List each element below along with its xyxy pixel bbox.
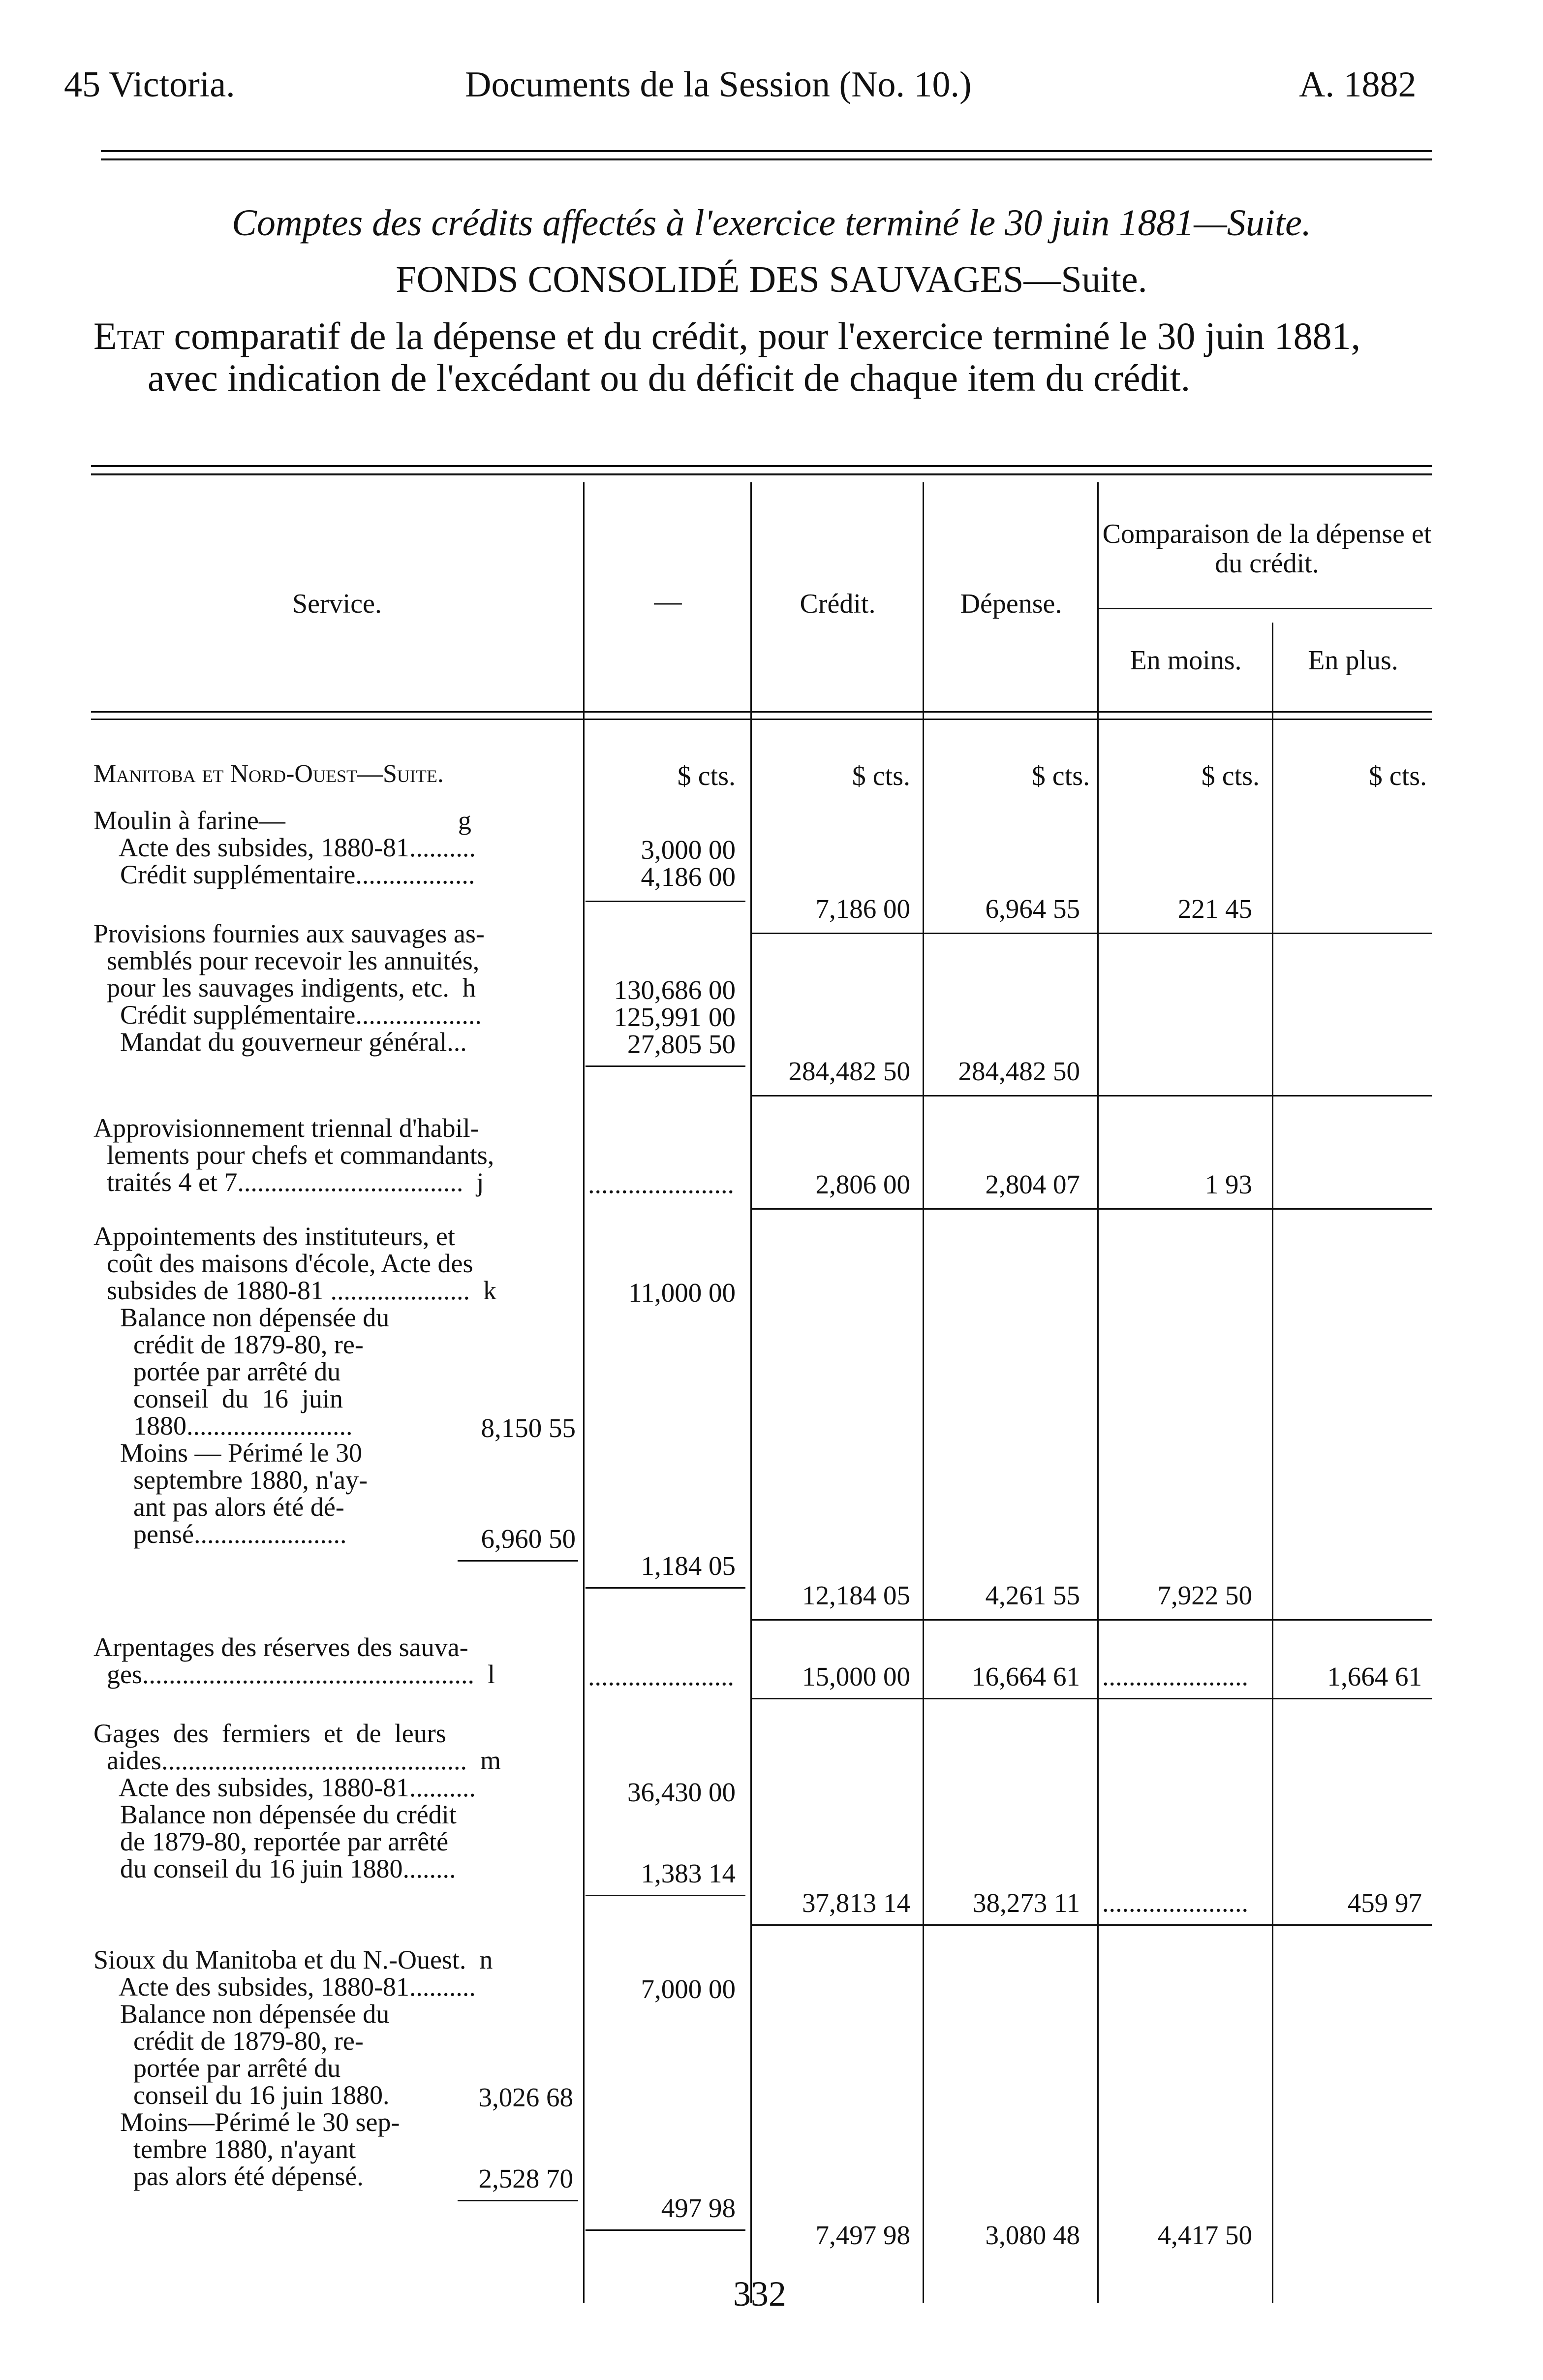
- row-approvisionnement-credit: 2,806 00: [815, 1169, 910, 1199]
- row-gages-sub-1: 36,430 00: [627, 1777, 736, 1807]
- header-year: A. 1882: [1299, 64, 1417, 105]
- row-appointements-desc: [93, 1223, 496, 1548]
- units-col2: $ cts.: [852, 761, 910, 791]
- units-col1: $ cts.: [677, 761, 736, 791]
- row-sioux-desc: [93, 1946, 493, 2190]
- table-top-rule-2: [91, 473, 1432, 475]
- row-sioux-moins: 4,417 50: [1157, 2220, 1252, 2250]
- col-header-credit: Crédit.: [800, 589, 876, 619]
- row-appointements-depense: 4,261 55: [985, 1580, 1080, 1610]
- text-line: pas alors été dépensé.: [93, 2161, 364, 2191]
- row-rule: [750, 1095, 1432, 1096]
- text-line: Acte des subsides, 1880-81..........: [93, 1773, 476, 1802]
- row-appointements-sub-2: 1,184 05: [641, 1551, 736, 1581]
- row-arpentages-plus: 1,664 61: [1327, 1661, 1422, 1691]
- page-number: 332: [733, 2274, 786, 2314]
- row-arpentages-desc: [93, 1634, 495, 1688]
- col-divider-2: [750, 482, 752, 2303]
- row-approvisionnement-moins: 1 93: [1204, 1169, 1252, 1199]
- row-sioux-sub-2: 497 98: [661, 2193, 736, 2223]
- header-bottom-rule-2: [91, 719, 1432, 720]
- col-header-service: Service.: [292, 589, 382, 619]
- subtotal-rule: [586, 2229, 745, 2231]
- text-line: Moins—Périmé le 30 sep-: [93, 2107, 400, 2137]
- etat-text: comparatif de la dépense et du crédit, pour l'exercice terminé le 30 juin 1881, avec indication de l'excédant ou du déficit de chaque item du crédit.: [148, 314, 1361, 399]
- text-line: Appointements des instituteurs, et: [93, 1221, 455, 1251]
- text-line: Balance non dépensée du: [93, 1303, 390, 1332]
- section-heading: Manitoba et Nord-Ouest—Suite.: [93, 760, 444, 788]
- col-header-en-moins: En moins.: [1130, 645, 1242, 676]
- text-line: Arpentages des réserves des sauva-: [93, 1632, 468, 1662]
- row-rule: [750, 1208, 1432, 1210]
- text-line: aides.............................................. m: [93, 1746, 501, 1775]
- comparaison-rule: [1097, 608, 1432, 609]
- subtotal-rule: [458, 2200, 578, 2201]
- text-line: Moulin à farine— g: [93, 806, 471, 835]
- text-line: pour les sauvages indigents, etc. h: [93, 973, 476, 1002]
- row-gages-depense: 38,273 11: [973, 1888, 1080, 1918]
- subtotal-rule: [458, 1560, 578, 1562]
- text-line: conseil du 16 juin 1880.: [93, 2080, 390, 2110]
- text-line: Crédit supplémentaire..................: [93, 860, 475, 889]
- row-gages-credit: 37,813 14: [802, 1888, 910, 1918]
- subtotal-rule: [586, 1065, 745, 1067]
- page-title: Comptes des crédits affectés à l'exercice terminé le 30 juin 1881—Suite.: [232, 202, 1311, 244]
- text-line: Gages des fermiers et de leurs: [93, 1719, 446, 1748]
- row-provisions-credit: 284,482 50: [788, 1056, 910, 1086]
- etat-statement: [93, 314, 1437, 399]
- text-line: portée par arrêté du: [93, 1357, 341, 1386]
- row-arpentages-moins-dots: ......................: [1102, 1661, 1248, 1691]
- row-sioux-sub-1: 7,000 00: [641, 1974, 736, 2004]
- text-line: 1880.........................: [93, 1411, 353, 1441]
- text-line: Provisions fournies aux sauvages as-: [93, 919, 485, 948]
- text-line: Moins — Périmé le 30: [93, 1438, 362, 1468]
- text-line: pensé.......................: [93, 1519, 347, 1549]
- text-line: tembre 1880, n'ayant: [93, 2134, 356, 2164]
- text-line: Mandat du gouverneur général...: [93, 1027, 467, 1057]
- row-provisions-sub-2: 125,991 00: [614, 1002, 736, 1032]
- col-divider-3: [923, 482, 924, 2303]
- row-moulin-moins: 221 45: [1177, 894, 1252, 924]
- header-bottom-rule: [91, 711, 1432, 713]
- text-line: lements pour chefs et commandants,: [93, 1140, 494, 1170]
- units-col3: $ cts.: [1031, 761, 1090, 791]
- text-line: semblés pour recevoir les annuités,: [93, 946, 480, 975]
- page-subtitle: FONDS CONSOLIDÉ DES SAUVAGES—Suite.: [396, 259, 1147, 300]
- text-line: du conseil du 16 juin 1880........: [93, 1854, 456, 1883]
- col-divider-5: [1272, 623, 1273, 2303]
- subtotal-rule: [586, 1895, 745, 1896]
- row-gages-moins-dots: ......................: [1102, 1888, 1248, 1917]
- col-header-en-plus: En plus.: [1308, 645, 1398, 676]
- text-line: Approvisionnement triennal d'habil-: [93, 1113, 479, 1143]
- row-appointements-inner-2: 6,960 50: [481, 1524, 576, 1554]
- row-approvisionnement-depense: 2,804 07: [985, 1169, 1080, 1199]
- row-sioux-inner-2: 2,528 70: [478, 2163, 573, 2193]
- text-line: ant pas alors été dé-: [93, 1492, 344, 1522]
- units-col4: $ cts.: [1201, 761, 1260, 791]
- double-rule-top: [101, 150, 1432, 152]
- text-line: subsides de 1880-81 ..................... k: [93, 1276, 496, 1305]
- text-line: ges.................................................. l: [93, 1660, 495, 1689]
- text-line: conseil du 16 juin: [93, 1384, 343, 1413]
- row-gages-plus: 459 97: [1347, 1888, 1422, 1918]
- row-rule: [750, 1924, 1432, 1926]
- units-col5: $ cts.: [1368, 761, 1427, 791]
- text-line: Acte des subsides, 1880-81..........: [93, 833, 476, 862]
- row-sioux-inner-1: 3,026 68: [478, 2082, 573, 2112]
- row-moulin-desc: [93, 807, 476, 888]
- text-line: traités 4 et 7.................................. j: [93, 1167, 484, 1197]
- row-arpentages-depense: 16,664 61: [972, 1661, 1080, 1691]
- col-header-comparaison: Comparaison de la dépense et du crédit.: [1102, 519, 1432, 579]
- text-line: Acte des subsides, 1880-81..........: [93, 1972, 476, 2002]
- row-appointements-credit: 12,184 05: [802, 1580, 910, 1610]
- col-divider-4: [1097, 482, 1099, 2303]
- header-volume: 45 Victoria.: [64, 64, 235, 105]
- text-line: Crédit supplémentaire...................: [93, 1000, 482, 1030]
- text-line: Balance non dépensée du: [93, 1999, 390, 2029]
- row-provisions-depense: 284,482 50: [958, 1056, 1080, 1086]
- double-rule-bottom: [101, 158, 1432, 160]
- row-provisions-desc: [93, 920, 485, 1056]
- row-arpentages-dots: ......................: [588, 1661, 734, 1691]
- row-sioux-depense: 3,080 48: [985, 2220, 1080, 2250]
- text-line: crédit de 1879-80, re-: [93, 1330, 364, 1359]
- subtotal-rule: [586, 901, 745, 902]
- row-sioux-credit: 7,497 98: [815, 2220, 910, 2250]
- row-appointements-inner-1: 8,150 55: [481, 1413, 576, 1443]
- row-moulin-credit: 7,186 00: [815, 894, 910, 924]
- col-divider-1: [583, 482, 585, 2303]
- row-approvisionnement-dots: ......................: [588, 1169, 734, 1199]
- text-line: Balance non dépensée du crédit: [93, 1800, 457, 1829]
- row-moulin-sub-2: 4,186 00: [641, 862, 736, 892]
- text-line: coût des maisons d'école, Acte des: [93, 1249, 473, 1278]
- row-gages-sub-2: 1,383 14: [641, 1858, 736, 1888]
- row-arpentages-credit: 15,000 00: [802, 1661, 910, 1691]
- row-rule: [750, 933, 1432, 934]
- col-header-depense: Dépense.: [960, 589, 1062, 619]
- row-appointements-sub-1: 11,000 00: [628, 1278, 736, 1308]
- text-line: Sioux du Manitoba et du N.-Ouest. n: [93, 1945, 493, 1974]
- row-rule: [750, 1698, 1432, 1699]
- row-gages-desc: [93, 1720, 501, 1882]
- row-moulin-sub-1: 3,000 00: [641, 835, 736, 865]
- row-moulin-depense: 6,964 55: [985, 894, 1080, 924]
- col-header-blank: —: [654, 586, 682, 617]
- text-line: crédit de 1879-80, re-: [93, 2026, 364, 2056]
- text-line: de 1879-80, reportée par arrêté: [93, 1827, 449, 1856]
- text-line: septembre 1880, n'ay-: [93, 1465, 368, 1495]
- row-provisions-sub-3: 27,805 50: [627, 1029, 736, 1059]
- row-provisions-sub-1: 130,686 00: [614, 975, 736, 1005]
- subtotal-rule: [586, 1587, 745, 1589]
- table-top-rule: [91, 465, 1432, 467]
- text-line: portée par arrêté du: [93, 2053, 341, 2083]
- row-approvisionnement-desc: [93, 1115, 494, 1196]
- header-documents: Documents de la Session (No. 10.): [465, 64, 972, 105]
- row-rule: [750, 1619, 1432, 1621]
- row-appointements-moins: 7,922 50: [1157, 1580, 1252, 1610]
- etat-lead: Etat: [93, 314, 165, 357]
